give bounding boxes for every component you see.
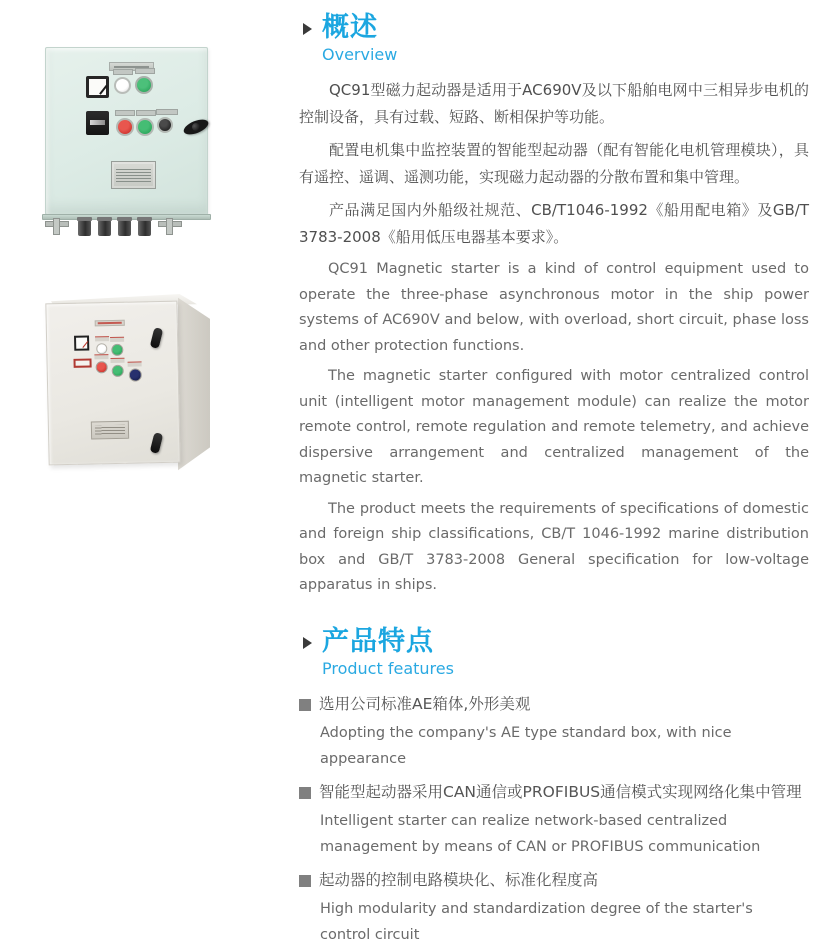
feature-item: [299, 691, 809, 772]
nameplate: [111, 161, 156, 189]
product-photo-front-view: [45, 42, 208, 238]
feature-item: [299, 779, 809, 860]
overview-paragraph-zh: 产品满足国内外船级社规范、CB/T1046-1992《船用配电箱》及GB/T 3783-2008《船用低压电器基本要求》。: [299, 201, 809, 246]
enclosure-front-panel: [45, 47, 208, 215]
button-label-tag: [135, 68, 155, 74]
feature-label: 起动器的控制电路模块化、标准化程度高: [319, 870, 599, 889]
meter-needle-icon: [99, 85, 107, 95]
meter-needle-icon: [82, 341, 88, 348]
start-button-green: [135, 76, 153, 94]
rotary-switch-handle: [182, 117, 211, 138]
overview-paragraph-en: QC91 Magnetic starter is a kind of control equipment used to operate the three-phase asynchronous motor in the ship power systems of AC690V and below, with overload, short circuit, phase loss and other protection functions.: [299, 261, 809, 354]
feature-text-en: Adopting the company's AE type standard box, with nice appearance: [320, 724, 732, 767]
overview-paragraph-zh: 配置电机集中监控装置的智能型起动器（配有智能化电机管理模块），具有遥控、遥调、遥测功能，实现磁力起动器的分散布置和集中管理。: [299, 141, 809, 186]
stop-button-red: [96, 361, 108, 373]
start-button-green: [136, 118, 154, 136]
bullet-square-icon: [299, 875, 311, 887]
cable-gland: [138, 220, 151, 236]
analog-meter: [74, 335, 89, 350]
button-label-tag: [113, 69, 133, 75]
feature-text-zh: [299, 779, 809, 806]
features-heading: [299, 626, 809, 657]
feature-text-en: Intelligent starter can realize network-based centralized management by means of CAN or PROFIBUS communication: [320, 812, 761, 855]
overview-paragraph-en: The magnetic starter configured with motor centralized control unit (intelligent motor management module) can realize the motor remote control, remote regulation and remote telemetry, and achieve dispersive arrangement and centralized management of the magnetic starter.: [299, 368, 809, 487]
content-column: [299, 12, 809, 948]
features-title-en: Product features: [322, 658, 454, 678]
button-label-tag: [115, 110, 135, 116]
label-strip: [95, 320, 125, 327]
button-navy: [129, 368, 142, 381]
overview-paragraph-en: The product meets the requirements of specifications of domestic and foreign ship classifications, CB/T 1046-1992 marine distribution box and GB/T 3783-2008 General specification for low-voltage apparatus in ships.: [299, 500, 809, 594]
overview-paragraph-zh: QC91型磁力起动器是适用于AC690V及以下船舶电网中三相异步电机的控制设备，具有过载、短路、断相保护等功能。: [299, 81, 809, 126]
button-label-tag: [94, 354, 108, 359]
feature-label: 智能型起动器采用CAN通信或PROFIBUS通信模式实现网络化集中管理: [319, 782, 802, 801]
overview-title-en: Overview: [322, 45, 398, 65]
analog-meter: [86, 76, 109, 98]
feature-item: [299, 867, 809, 948]
product-photo-angle-view: [45, 292, 215, 477]
overview-title-zh: 概述: [322, 12, 378, 43]
enclosure-side-face: [178, 296, 210, 472]
cable-gland: [78, 220, 91, 236]
overview-section: [299, 12, 809, 599]
mounting-bracket: [158, 218, 180, 233]
bullet-square-icon: [299, 699, 311, 711]
start-button-green: [112, 365, 124, 377]
features-title-zh: 产品特点: [322, 625, 434, 657]
circuit-breaker: [86, 111, 109, 135]
section-arrow-icon: [303, 23, 312, 35]
reset-button-black: [157, 117, 173, 133]
button-label-tag: [156, 109, 178, 115]
feature-text-zh: [299, 867, 809, 894]
feature-label: 选用公司标准AE箱体,外形美观: [319, 694, 531, 713]
button-label-tag: [136, 110, 156, 116]
stop-button-red: [116, 118, 134, 136]
button-label-tag: [128, 361, 142, 366]
nameplate: [91, 421, 129, 440]
feature-text-en: High modularity and standardization degree of the starter's control circuit: [320, 900, 753, 943]
cable-gland: [98, 220, 111, 236]
cable-gland: [118, 220, 131, 236]
overview-heading: [299, 12, 809, 43]
button-label-tag: [110, 358, 124, 363]
feature-text-zh: [299, 691, 809, 718]
start-button-green: [111, 344, 123, 356]
button-label-tag: [95, 336, 109, 341]
button-label-tag: [110, 337, 124, 342]
section-arrow-icon: [303, 637, 312, 649]
indicator-button-white: [114, 77, 131, 94]
features-section: [299, 626, 809, 948]
bullet-square-icon: [299, 787, 311, 799]
indicator-button-white: [96, 343, 107, 354]
red-framed-label: [73, 358, 91, 367]
mounting-bracket: [45, 218, 67, 233]
